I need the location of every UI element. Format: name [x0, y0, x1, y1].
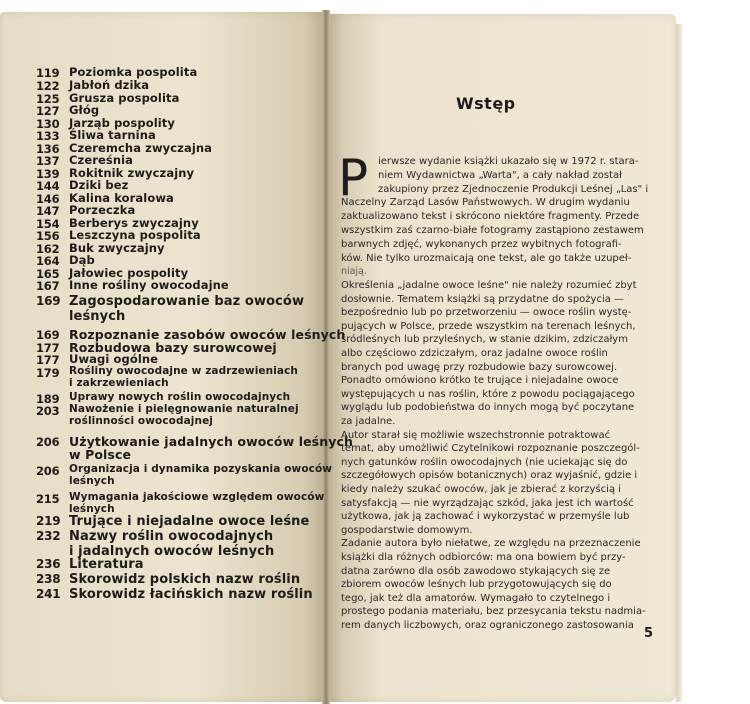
- toc-title: Uprawy nowych roślin owocodajnych: [69, 391, 291, 403]
- toc-page-number: 219: [36, 514, 61, 528]
- text-line: Określenia „jadalne owoce leśne" nie należy rozumieć zbyt: [341, 280, 637, 291]
- toc-page-number: 238: [36, 572, 61, 586]
- toc-page-number: 146: [36, 192, 60, 206]
- toc-title: Jabłoń dzika: [69, 78, 150, 92]
- toc-title: Dziki bez: [69, 178, 129, 192]
- text-line: rem danych liczbowych, oraz ograniczonego zastosowania: [341, 620, 634, 631]
- text-line: Ponadto omówiono krótko te trujące i niejadalne owoce: [341, 375, 619, 387]
- text-line: wszystkim zaś czarno-białe fotogramy zastąpiono zestawem: [341, 225, 644, 236]
- toc-page-number: 119: [36, 66, 60, 80]
- toc-title: Rokitnik zwyczajny: [69, 166, 195, 180]
- text-line: użytkowa, jak ją zachować i wykorzystać w przemyśle lub: [341, 511, 630, 523]
- page-edge: [676, 24, 682, 702]
- toc-title: Nazwy roślin owocodajnych i jadalnych owoców leśnych: [69, 529, 275, 559]
- toc-title: Jałowiec pospolity: [69, 266, 189, 280]
- text-line: niają.: [341, 266, 367, 278]
- text-line: dosłownie. Tematem książki są przydatne do spożycia —: [341, 293, 625, 305]
- toc-page-number: 130: [36, 117, 60, 131]
- toc-title: Użytkowanie jadalnych owoców leśnych w Polsce: [69, 434, 353, 462]
- toc-title: Buk zwyczajny: [69, 241, 165, 255]
- text-line: zbiorem owoców leśnych lub przygotowujących się do: [341, 579, 612, 591]
- text-line: bezpośrednio lub po przetworzeniu — owoce roślin wystę-: [341, 307, 632, 319]
- text-line: ków. Nie tylko urozmaicają one tekst, ale go także uzupeł-: [341, 252, 632, 264]
- text-line: pujących w Polsce, przede wszystkim na terenach leśnych,: [341, 320, 636, 332]
- toc-page-number: 136: [36, 142, 60, 156]
- toc-title: Literatura: [69, 557, 144, 572]
- toc-title: Śliwa tarnina: [69, 128, 156, 142]
- toc-title: Organizacja i dynamika pozyskania owoców leśnych: [69, 463, 333, 487]
- toc-page-number: 179: [36, 366, 60, 380]
- toc-page-number: 241: [36, 587, 61, 601]
- text-line: zaktualizowano tekst i skrócono niektóre fragmenty. Przede: [341, 211, 640, 223]
- text-line: niem Wydawnictwa „Warta", a cały nakład został: [378, 169, 623, 181]
- toc-title: Skorowidz łacińskich nazw roślin: [69, 587, 313, 602]
- toc-title: Kalina koralowa: [69, 191, 174, 205]
- toc-title: Czeremcha zwyczajna: [69, 141, 213, 155]
- toc-page-number: 169: [36, 328, 60, 342]
- toc-title: Grusza pospolita: [69, 91, 180, 105]
- toc-page-number: 122: [36, 79, 60, 93]
- text-line: Zadanie autora było niełatwe, ze względu na przeznaczenie: [341, 538, 641, 550]
- text-line: tego, jak też dla amatorów. Wymagało to czytelnego i: [341, 592, 611, 604]
- toc-title: Głóg: [69, 103, 100, 117]
- toc-title: Rozpoznanie zasobów owoców leśnych: [69, 327, 346, 342]
- toc-page-number: 206: [36, 435, 60, 449]
- toc-title: Dąb: [69, 253, 95, 267]
- toc-title: Jarząb pospolity: [69, 116, 175, 130]
- toc-page-number: 156: [36, 229, 60, 243]
- toc-page-number: 144: [36, 179, 60, 193]
- text-line: wyglądu lub podobieństwa do innych mogą być poczytane: [341, 402, 635, 414]
- text-line: gospodarstwie domowym.: [341, 524, 473, 536]
- text-line: barwnych zdjęć, wykonanych przez wybitnych fotografi-: [341, 238, 622, 250]
- toc-page-number: 133: [36, 129, 60, 143]
- toc-title: Rozbudowa bazy surowcowej: [69, 340, 277, 355]
- toc-title: Trujące i niejadalne owoce leśne: [69, 514, 310, 529]
- toc-title: Porzeczka: [69, 203, 136, 217]
- text-line: Autor starał się możliwie wszechstronnie potraktować: [341, 429, 611, 441]
- toc-page-number: 125: [36, 92, 60, 106]
- text-line: szczegółowych opisów botanicznych) oraz wyjaśnić, gdzie i: [341, 470, 638, 482]
- toc-title: Rośliny owocodajne w zadrzewieniach i zakrzewieniach: [69, 365, 298, 389]
- toc-title: Leszczyna pospolita: [69, 228, 201, 242]
- chapter-heading: Wstęp: [456, 94, 516, 113]
- toc-title: Zagospodarowanie baz owoców leśnych: [69, 294, 305, 324]
- text-line: za jadalne.: [341, 416, 396, 427]
- text-line: książki dla różnych odbiorców: ma ona bowiem być przy-: [341, 552, 626, 563]
- book-spine: [322, 10, 330, 704]
- text-line: branych pod uwagę przy rozbudowie bazy surowcowej.: [341, 361, 618, 373]
- toc-title: Uwagi ogólne: [69, 352, 159, 366]
- toc-page-number: 127: [36, 104, 60, 118]
- toc-title: Poziomka pospolita: [69, 65, 198, 79]
- toc-page-number: 137: [36, 154, 60, 168]
- text-line: zakupiony przez Zjednoczenie Produkcji Leśnej „Las" i: [378, 183, 649, 195]
- text-line: prostego podania materiału, bez przesycania tekstu nadmia-: [341, 606, 646, 618]
- text-line: satysfakcją — nie wyrządzając szkód, jaka jest ich wartość: [341, 497, 634, 509]
- toc-page-number: 206: [36, 464, 60, 478]
- toc-page-number: 177: [36, 353, 60, 367]
- text-line: Naczelny Zarząd Lasów Państwowych. W drugim wydaniu: [341, 197, 630, 209]
- toc-page-number: 189: [36, 392, 60, 406]
- toc-page-number: 139: [36, 167, 60, 181]
- toc-page-number: 203: [36, 404, 60, 418]
- toc-page-number: 147: [36, 204, 60, 218]
- text-line: datna zarówno dla osób zawodowo stykających się ze: [341, 565, 611, 577]
- toc-page-number: 167: [36, 279, 60, 293]
- text-line: temat, aby umożliwić Czytelnikowi rozpoznanie poszczegól-: [341, 443, 640, 455]
- toc-page-number: 162: [36, 242, 60, 256]
- text-line: kiedy należy szukać owoców, jak je zbierać z korzyścią i: [341, 484, 621, 495]
- text-line: występujących u nas roślin, które z powodu pociągającego: [341, 388, 635, 400]
- toc-title: Nawożenie i pielęgnowanie naturalnej roślinności owocodajnej: [69, 403, 299, 427]
- toc-page-number: 232: [36, 529, 61, 543]
- text-line: nych gatunków roślin owocodajnych (nie uciekając się do: [341, 456, 628, 468]
- drop-cap: P: [338, 149, 369, 207]
- toc-title: Wymagania jakościowe względem owoców leśnych: [69, 491, 325, 515]
- text-line: śródleśnych lub przyleśnych, w stanie dzikim, zdziczałym: [341, 334, 628, 346]
- toc-page-number: 165: [36, 267, 60, 281]
- toc-page-number: 169: [36, 294, 61, 308]
- toc-page-number: 215: [36, 492, 60, 506]
- toc-title: Berberys zwyczajny: [69, 216, 199, 230]
- text-line: albo częściowo zdziczałym, oraz jadalne owoce roślin: [341, 348, 608, 359]
- text-line: ierwsze wydanie książki ukazało się w 1972 r. stara-: [378, 156, 639, 167]
- toc-title: Skorowidz polskich nazw roślin: [69, 572, 301, 587]
- toc-page-number: 177: [36, 341, 60, 355]
- toc-page-number: 154: [36, 217, 60, 231]
- page-number: 5: [644, 626, 654, 641]
- toc-page-number: 164: [36, 254, 60, 268]
- toc-page-number: 236: [36, 557, 61, 571]
- toc-title: Inne rośliny owocodajne: [69, 278, 229, 292]
- toc-title: Czereśnia: [69, 153, 134, 167]
